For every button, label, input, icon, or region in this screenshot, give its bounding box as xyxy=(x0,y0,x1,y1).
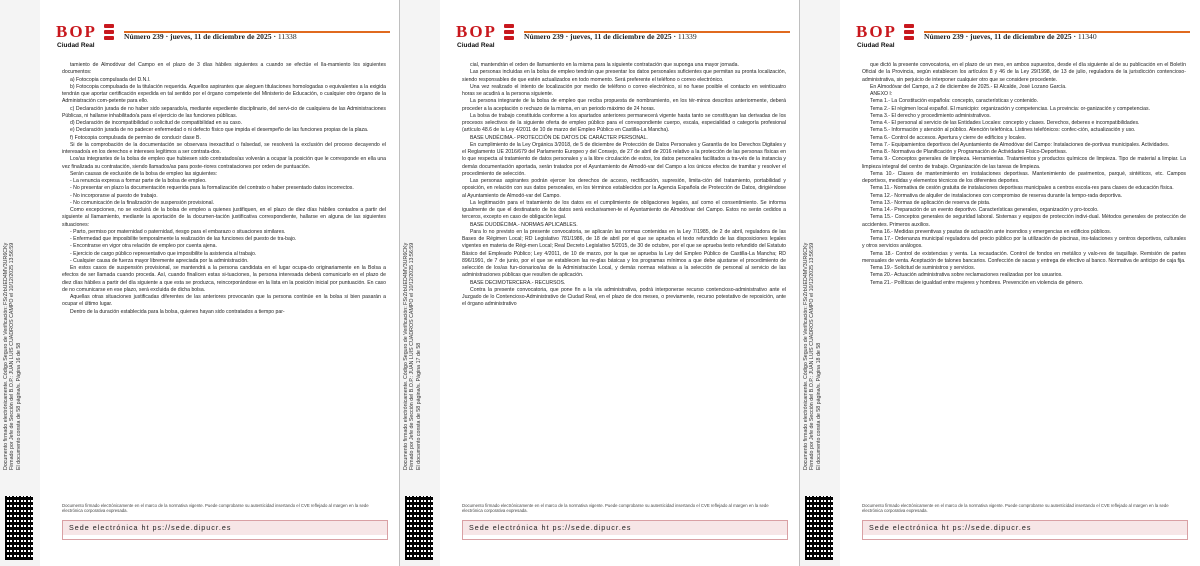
list-item: Tema 1.- La Constitución española: concepto, características y contenido. xyxy=(870,98,1039,105)
paragraph: b) Fotocopia compulsada de la titulación requerida. Aquellos aspirantes que aleguen titulaciones homologadas o equivalentes a la exigida tendrán que aportar certificación expedida en tal sentido por el órgano competente del Ministerio de Educación, o cualquier otro órgano de la Administración com-petente para ello. xyxy=(62,83,386,105)
crest-icon xyxy=(904,24,914,46)
list-item: Tema 21.- Políticas de igualdad entre mujeres y hombres. Prevención en violencia de género. xyxy=(870,279,1084,286)
bop-logo: BOP xyxy=(56,22,97,41)
paragraph: Si de la comprobación de la documentación se observara inexactitud o falsedad, se resolverá la exclusión del proceso decayendo el interesado/a en los derechos e intereses legítimos a ser contrata-dos. xyxy=(62,141,386,155)
paragraph: - Encontrarse en vigor otra relación de empleo por cuenta ajena. xyxy=(70,243,217,250)
paragraph: La persona integrante de la bolsa de empleo que reciba propuesta de nombramiento, en los tér-minos descritos anteriormente, deberá proceder a la aceptación o rechazo de la misma, en un periodo máximo de 24 horas. xyxy=(462,98,786,112)
bop-header xyxy=(856,20,1190,54)
list-item: Tema 20.- Actuación administrativa sobre reclamaciones realizadas por los usuarios. xyxy=(870,272,1063,279)
crest-icon xyxy=(104,24,114,46)
paragraph: - Parto, permiso por maternidad o paternidad, riesgo para el embarazo o situaciones similares. xyxy=(70,228,286,235)
verification-margin-text: Documento firmado electrónicamente. Código Seguro de Verificación: FSrZrbUED4MV3UR6CKy Firmado por Jefe de Sección del B.O.P.: JUAN LUIS CUADROS CAMPO el 10/12/2025 13:56:59 El documento consta de 58 página/s. Página 16 de 58 xyxy=(3,242,22,470)
paragraph: Para lo no previsto en la presente convocatoria, se aplicarán las normas contenidas en la Ley 7/1985, de 2 de abril, reguladora de las Bases de Régimen Local; RD Legislativo 781/1986, de 18 de abril por el que se aprueba el texto refundido de las disposiciones legales vigentes en materia de Régi-men Local; Real Decreto Legislativo 5/2015, de 30 de octubre, por el que se aprueba texto refundido del Estatuto Básico del Empleado Público; Ley 4/2011, de 10 de marzo, por la que se aprueba la Ley del Empleo Público de Castilla-La Mancha; RD 896/1991, de 7 de junio, por el que se establecen las re-glas básicas y los programas mínimos a que debe ajustarse el procedimiento de selección de los/as fun-cionarios/as de la Administración Local, y demás normas relativas a la selección de personal al servicio de las administraciones públicas que resulten de aplicación. xyxy=(462,228,786,279)
section-heading: BASE DECIMOTERCERA.- RECURSOS. xyxy=(470,279,566,286)
paragraph: Contra la presente convocatoria, que pone fin a la vía administrativa, podrá interponerse recurso contencioso-administrativo ante el Juzgado de lo Contencioso-Administrativo de Ciudad Real, en el plazo de dos meses, o previamente, recurso potestativo de reposición, ante el órgano administrativo xyxy=(462,286,786,308)
qr-code-icon xyxy=(5,496,33,560)
paragraph: c) Declaración jurada de no haber sido separado/a, mediante expediente disciplinario, del servi-cio de cualquiera de las Administraciones Públicas, ni hallarse inhabilitado/a para el ejercicio de las funciones públicas. xyxy=(62,105,386,119)
paragraph: Dentro de la duración establecida para la bolsa, quienes hayan sido contratados a tiempo par- xyxy=(70,308,285,315)
paragraph: Serán causas de exclusión de la bolsa de empleo las siguientes: xyxy=(70,170,218,177)
bop-page-11338 xyxy=(0,0,400,566)
list-item: Tema 12.- Normativa de alquiler de instalaciones con compromiso de reserva durante la tempo-rada deportiva. xyxy=(870,192,1123,199)
list-item: Tema 13.- Normas de aplicación de reserva de pista. xyxy=(870,199,991,206)
qr-code-icon xyxy=(405,496,433,560)
verification-margin-text: Documento firmado electrónicamente. Código Seguro de Verificación: FSrZrbUED4MV3UR6CKy Firmado por Jefe de Sección del B.O.P.: JUAN LUIS CUADROS CAMPO el 10/12/2025 13:56:59 El documento consta de 58 página/s. Página 18 de 58 xyxy=(803,242,822,470)
paragraph: Las personas aspirantes podrán ejercer los derechos de acceso, rectificación, supresión, limita-ción del tratamiento, portabilidad y oposición, en relación con sus datos personales, en los términos establecidos por la Agencia Española de Protección de Datos, dirigiéndose al Ayuntamiento de Almodó-var del Campo. xyxy=(462,178,786,199)
paragraph: - No comunicación de la finalización de suspensión provisional. xyxy=(70,199,215,206)
list-item: Tema 17.- Ordenanza municipal reguladora del precio público por la utilización de piscinas, ins-talaciones y centros deportivos, culturales y otros servicios análogos. xyxy=(862,236,1186,250)
paragraph: - Enfermedad que imposibilite temporalmente la realización de las funciones del puesto de tra-bajo. xyxy=(70,236,297,242)
paragraph: que dictó la presente convocatoria, en el plazo de un mes, en ambos supuestos, desde el día siguiente al de su publicación en el Boletín Oficial de la Provincia, según establecen los artículos 8 y 46 de la Ley 29/1998, de 13 de julio, reguladora de la jurisdicción contencioso-administrativa, sin perjuicio de interponer cualquier otro que se considere procedente. xyxy=(862,62,1186,83)
list-item: Tema 16.- Medidas preventivas y pautas de actuación ante incendios y emergencias en edificios públicos. xyxy=(870,228,1112,235)
bop-logo-subtitle: Ciudad Real xyxy=(857,42,895,49)
bop-logo: BOP xyxy=(856,22,897,41)
paragraph: - Ejercicio de cargo público representativo que imposibilite la asistencia al trabajo. xyxy=(70,250,257,257)
list-item: Tema 11.- Normativa de cesión gratuita de instalaciones deportivas municipales a centros escola-res para clases de educación física. xyxy=(870,185,1174,192)
paragraph: Como excepciones, no se excluirá de la bolsa de empleo a quienes justifiquen, en el plazo de diez días hábiles contados a partir del siguiente al llamamiento, mediante la aportación de la documen-tación justificativa correspondiente, hallarse en alguna de las siguientes situaciones: xyxy=(62,207,386,228)
list-item: Tema 8.- Normativa de Planificación y Programación de Actividades Físico-Deportivas. xyxy=(870,149,1068,155)
sede-electronica-link[interactable]: Sede electrónica ht ps://sede.dipucr.es xyxy=(862,520,1188,540)
paragraph: a) Fotocopia compulsada del D.N.I. xyxy=(70,76,151,83)
section-heading: BASE UNDÉCIMA.- PROTECCIÓN DE DATOS DE CARÁCTER PERSONAL. xyxy=(470,134,648,141)
paragraph: Los/as integrantes de la bolsa de empleo que hubiesen sido contratados/as volverán a ocupar la posición que le corresponde en ella una vez finalizada su contratación, siendo llamados/as para poste-riores contrataciones por orden de puntuación. xyxy=(62,156,386,170)
paragraph: tamiento de Almodóvar del Campo en el plazo de 3 días hábiles siguientes a cuando se efectúe el lla-mamiento los siguientes documentos: xyxy=(62,62,386,76)
paragraph: Aquellas otras situaciones justificadas diferentes de las anteriores provocarán que la persona continúe en la bolsa si bien pasarán a ocupar el último lugar. xyxy=(62,294,386,308)
paragraph: e) Declaración jurada de no padecer enfermedad o ni defecto físico que impida el desempeño de las funciones propias de la plaza. xyxy=(70,127,369,134)
list-item: Tema 2.- El régimen local español. El municipio: organización y competencias. La provincia: or-ganización y competencias. xyxy=(870,105,1151,112)
bop-logo: BOP xyxy=(456,22,497,41)
bop-page-11339 xyxy=(400,0,800,566)
issue-line: Número 239 · jueves, 11 de diciembre de 2025 · 11340 xyxy=(924,32,1097,41)
paragraph: Las personas incluidas en la bolsa de empleo tendrán que presentar los datos personales suficientes que permitan su pronta localización, siendo responsables de que estén actualizados en todo momento. Será preferente el teléfono o correo electrónico. xyxy=(462,69,786,83)
list-item: Tema 19.- Solicitud de suministros y servicios. xyxy=(870,265,976,271)
list-item: Tema 10.- Clases de mantenimiento en instalaciones deportivas. Mantenimiento de pavimentos, parqué, sintéticos, etc. Campos deportivos, medidas y elementos técnicos de los diferentes deportes. xyxy=(862,170,1186,184)
section-heading: ANEXO I: xyxy=(870,91,893,97)
paragraph: En estos casos de suspensión provisional, se mantendrá a la persona candidata en el lugar ocupa-do originariamente en la Bolsa a efectos de ser llamada cuando proceda. Así, cuando finalicen estas si-tuaciones, la persona interesada deberá comunicarlo en el plazo de diez días hábiles a partir del día siguiente a que esta se produzca, reincorporándose en la lista en la posición inicial por puntuación. En caso de no comunicarse en ese plazo, será excluida de dicha bolsa. xyxy=(62,265,386,293)
paragraph: cial, mantendrán el orden de llamamiento en la misma para la siguiente contratación que suponga una mayor jornada. xyxy=(470,62,739,68)
crest-icon xyxy=(504,24,514,46)
issue-line: Número 239 · jueves, 11 de diciembre de 2025 · 11339 xyxy=(524,32,697,41)
list-item: Tema 5.- Información y atención al público. Atención telefónica. Listines telefónicos: confec-ción, actualización y uso. xyxy=(870,127,1136,134)
paragraph: - La renuncia expresa a formar parte de la bolsa de empleo. xyxy=(70,178,207,184)
page-divider xyxy=(399,0,400,566)
page-body xyxy=(62,62,386,499)
list-item: Tema 18.- Control de existencias y venta. La recaudación. Control de fondos en metálico y valo-res de taquillaje. Remisión de partes mensuales de venta. Aceptación de talones bancarios. Confección de sacas y entrega de efectivo al banco. Normativa de anticipo de caja fija. xyxy=(862,250,1186,264)
page-body xyxy=(462,62,786,499)
list-item: Tema 3.- El derecho y procedimiento administrativos. xyxy=(870,112,991,119)
list-item: Tema 15.- Conceptos generales de seguridad laboral. Sistemas y equipos de protección indivi-dual. Métodos generales de protección de accidentes. Primeros auxilios. xyxy=(862,214,1186,228)
verification-margin-text: Documento firmado electrónicamente. Código Seguro de Verificación: FSrZrbUED4MV3UR6CKy Firmado por Jefe de Sección del B.O.P.: JUAN LUIS CUADROS CAMPO el 10/12/2025 13:56:59 El documento consta de 58 página/s. Página 17 de 58 xyxy=(403,242,422,470)
bop-logo-subtitle: Ciudad Real xyxy=(57,42,95,49)
paragraph: - Cualquier causa de fuerza mayor libremente apreciada por la administración. xyxy=(70,257,249,264)
paragraph: En Almodóvar del Campo, a 2 de diciembre de 2025.- El Alcalde, José Lozano García. xyxy=(870,83,1067,90)
signature-footnote: Documento firmado electrónicamente en el marco de la normativa vigente. Puede comprobarse su autenticidad insertando el CVE reflejado al margen en la sede electrónica corporativa expresada. xyxy=(462,503,769,514)
issue-line: Número 239 · jueves, 11 de diciembre de 2025 · 11338 xyxy=(124,32,297,41)
page-number: 11339 xyxy=(677,32,697,41)
paragraph: Una vez realizado el intento de localización por medio de teléfono o correo electrónico, si no fuese posible el contacto en veinticuatro horas se acudirá a la persona siguiente. xyxy=(462,83,786,97)
bop-header xyxy=(456,20,790,54)
paragraph: La bolsa de trabajo constituida conforme a los apartados anteriores permanecerá vigente hasta tanto se constituyan las derivadas de los procesos selectivos de la siguiente oferta de empleo público para el correspondiente cuerpo, escala, especialidad o categoría profesional (artículo 48.6 de la Ley 4/2011 de 10 de marzo del Empleo Público en Castilla-La Mancha). xyxy=(462,112,786,134)
list-item: Tema 6.- Control de accesos. Apertura y cierre de edificios y locales. xyxy=(870,134,1027,141)
page-number: 11340 xyxy=(1077,32,1097,41)
paragraph: - No incorporarse al puesto de trabajo. xyxy=(70,192,158,199)
signature-footnote: Documento firmado electrónicamente en el marco de la normativa vigente. Puede comprobarse su autenticidad insertando el CVE reflejado al margen en la sede electrónica corporativa expresada. xyxy=(862,503,1169,514)
section-heading: BASE DUODÉCIMA.- NORMAS APLICABLES. xyxy=(470,221,578,228)
qr-code-icon xyxy=(805,496,833,560)
page-divider xyxy=(799,0,800,566)
list-item: Tema 9.- Conceptos generales de limpieza. Herramientas. Tratamientos y productos químicos de limpieza. Tipo de material a limpiar. La limpieza integral del centro de trabajo. Organización de las tareas de limpieza. xyxy=(862,156,1186,170)
list-item: Tema 14.- Preparación de un evento deportivo. Características generales, organización y pro-tocolo. xyxy=(870,207,1099,213)
paragraph: f) Fotocopia compulsada de permiso de conducir clase B. xyxy=(70,134,201,141)
paragraph: d) Declaración de incompatibilidad o solicitud de compatibilidad en su caso. xyxy=(70,120,243,126)
page-number: 11338 xyxy=(277,32,297,41)
sede-electronica-link[interactable]: Sede electrónica ht ps://sede.dipucr.es xyxy=(462,520,788,540)
paragraph: En cumplimiento de la Ley Orgánica 3/2018, de 5 de diciembre de Protección de Datos Personales y Garantía de los Derechos Digitales y el Reglamento UE 2016/679 del Parlamento Europeo y del Consejo, de 27 de abril de 2016 relativo a la protección de las personas físicas en lo que respecta al tratamiento de datos personales y a la libre circulación de estos, los datos personales facilitados a tra-vés de la instancia y demás documentación aportada, serán tratados por el Ayuntamiento de Almodó-var del Campo a los únicos efectos de tramitar y resolver el procedimiento de selección. xyxy=(462,141,786,177)
list-item: Tema 7.- Equipamientos deportivos del Ayuntamiento de Almodóvar del Campo: Instalaciones de-portivas municipales. Actividades. xyxy=(870,141,1170,148)
bop-logo-subtitle: Ciudad Real xyxy=(457,42,495,49)
signature-footnote: Documento firmado electrónicamente en el marco de la normativa vigente. Puede comprobarse su autenticidad insertando el CVE reflejado al margen en la sede electrónica corporativa expresada. xyxy=(62,503,369,514)
list-item: Tema 4.- El personal al servicio de las Entidades Locales: concepto y clases. Derechos, deberes e incompatibilidades. xyxy=(870,120,1140,126)
page-body xyxy=(862,62,1186,499)
bop-header xyxy=(56,20,390,54)
paragraph: La legitimación para el tratamiento de los datos es el cumplimiento de obligaciones legales, así como el consentimiento. Se informa igualmente de que el destinatario de los datos será exclusivamen-te el Ayuntamiento de Almodóvar del Campo. Estos no serán cedidos a terceros, excepto en caso de obligación legal. xyxy=(462,199,786,221)
paragraph: - No presentar en plazo la documentación requerida para la formalización del contrato o haber presentado datos incorrectos. xyxy=(70,185,354,192)
bop-page-11340 xyxy=(800,0,1200,566)
sede-electronica-link[interactable]: Sede electrónica ht ps://sede.dipucr.es xyxy=(62,520,388,540)
